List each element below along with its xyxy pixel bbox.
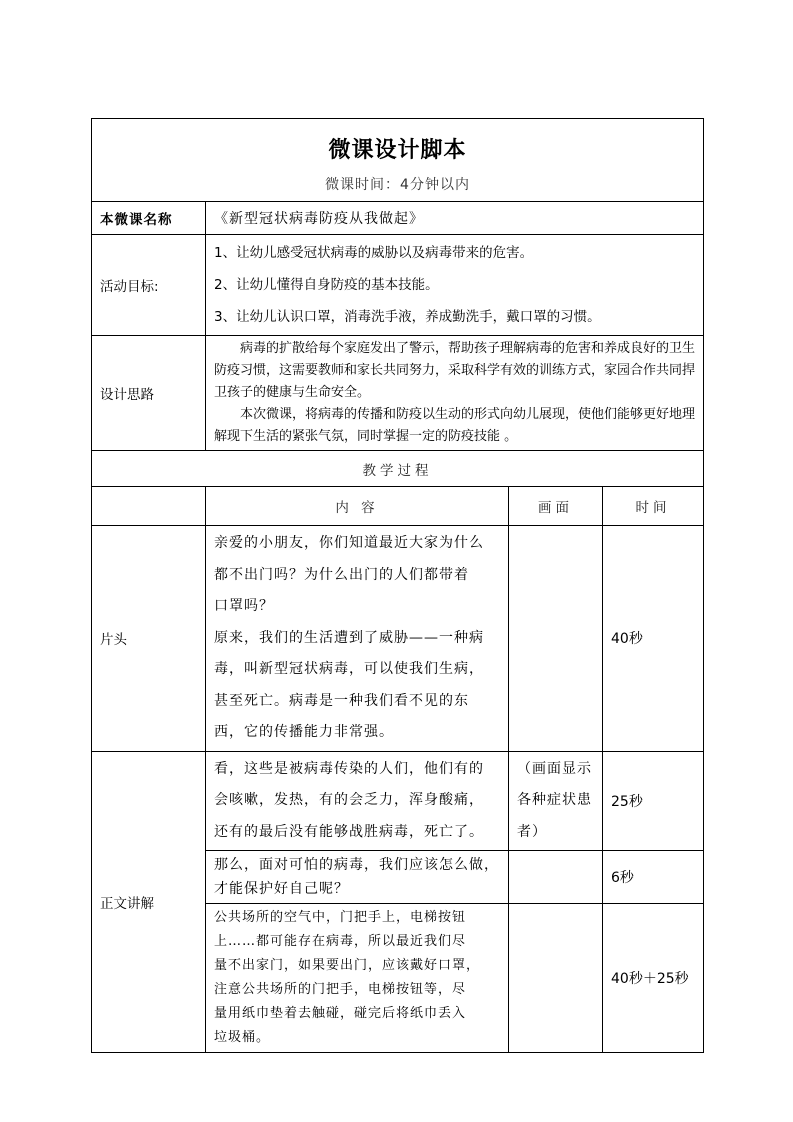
column-header-row bbox=[92, 487, 704, 526]
intro-line: 毒，叫新型冠状病毒，可以使我们生病， bbox=[214, 661, 484, 677]
design-text bbox=[206, 336, 704, 451]
content-column-header: 内 容 bbox=[206, 487, 509, 526]
goals-row bbox=[92, 235, 704, 336]
main-line: 看，这些是被病毒传染的人们，他们有的 bbox=[214, 760, 484, 777]
duration-subtitle: 微课时间：4分钟以内 bbox=[325, 176, 470, 193]
goals-label: 活动目标: bbox=[92, 235, 206, 336]
design-label: 设计思路 bbox=[92, 336, 206, 451]
design-row bbox=[92, 336, 704, 451]
course-name-row bbox=[92, 202, 704, 235]
main-picture-1 bbox=[509, 751, 603, 851]
process-heading: 教学过程 bbox=[92, 451, 704, 487]
picture-line: 者） bbox=[517, 823, 547, 840]
main-line: 量不出家门，如果要出门，应该戴好口罩， bbox=[214, 958, 481, 973]
script-document bbox=[91, 118, 703, 1053]
goal-item: 2、让幼儿懂得自身防疫的基本技能。 bbox=[214, 277, 439, 293]
course-name-value: 《新型冠状病毒防疫从我做起》 bbox=[206, 202, 704, 235]
intro-line: 原来，我们的生活遭到了威胁——一种病 bbox=[214, 629, 484, 646]
intro-line: 口罩吗？ bbox=[214, 598, 274, 614]
intro-picture bbox=[509, 526, 603, 752]
intro-line: 甚至死亡。病毒是一种我们看不见的东 bbox=[214, 692, 469, 709]
intro-time: 40秒 bbox=[603, 526, 704, 752]
process-heading-row bbox=[92, 451, 704, 487]
script-table bbox=[91, 118, 704, 1053]
title-cell bbox=[92, 119, 704, 202]
main-line: 垃圾桶。 bbox=[214, 1030, 271, 1045]
main-time-3: 40秒＋25秒 bbox=[603, 904, 704, 1053]
intro-content bbox=[206, 526, 509, 752]
main-row-1 bbox=[92, 751, 704, 851]
main-time-1: 25秒 bbox=[603, 751, 704, 851]
course-name-label: 本微课名称 bbox=[92, 202, 206, 235]
main-content-1 bbox=[206, 751, 509, 851]
intro-row bbox=[92, 526, 704, 752]
intro-line: 西，它的传播能力非常强。 bbox=[214, 724, 394, 740]
main-label: 正文讲解 bbox=[92, 751, 206, 1053]
picture-line: 各种症状患 bbox=[517, 792, 592, 808]
main-content-2 bbox=[206, 851, 509, 904]
picture-line: （画面显示 bbox=[517, 760, 592, 777]
goal-item: 1、让幼儿感受冠状病毒的威胁以及病毒带来的危害。 bbox=[214, 245, 534, 261]
intro-line: 都不出门吗？为什么出门的人们都带着 bbox=[214, 566, 469, 583]
intro-line: 亲爱的小朋友，你们知道最近大家为什么 bbox=[214, 535, 484, 551]
main-line: 公共场所的空气中，门把手上，电梯按钮 bbox=[214, 910, 467, 925]
design-paragraph: 病毒的扩散给每个家庭发出了警示，帮助孩子理解病毒的危害和养成良好的卫生防疫习惯，这需要教师和家长共同努力，采取科学有效的训练方式，家园合作共同捍卫孩子的健康与生命安全。 bbox=[214, 341, 696, 400]
main-picture-3 bbox=[509, 904, 603, 1053]
time-column-header: 时间 bbox=[603, 487, 704, 526]
intro-label: 片头 bbox=[92, 526, 206, 752]
main-line: 那么，面对可怕的病毒，我们应该怎么做， bbox=[214, 857, 499, 873]
page-title: 微课设计脚本 bbox=[328, 137, 467, 163]
main-line: 量用纸巾垫着去触碰，碰完后将纸巾丢入 bbox=[214, 1006, 467, 1021]
main-picture-2 bbox=[509, 851, 603, 904]
main-line: 会咳嗽，发热，有的会乏力，浑身酸痛， bbox=[214, 792, 484, 808]
main-time-2: 6秒 bbox=[603, 851, 704, 904]
goals-list bbox=[206, 235, 704, 336]
main-line: 才能保护好自己呢？ bbox=[214, 881, 349, 897]
design-paragraph: 本次微课，将病毒的传播和防疫以生动的形式向幼儿展现，使他们能够更好地理解现下生活的紧张气氛，同时掌握一定的防疫技能 。 bbox=[214, 407, 696, 444]
empty-header-cell bbox=[92, 487, 206, 526]
title-row bbox=[92, 119, 704, 202]
goal-item: 3、让幼儿认识口罩，消毒洗手液，养成勤洗手，戴口罩的习惯。 bbox=[214, 309, 601, 325]
main-line: 还有的最后没有能够战胜病毒，死亡了。 bbox=[214, 823, 484, 840]
main-line: 注意公共场所的门把手，电梯按钮等，尽 bbox=[214, 982, 467, 997]
main-line: 上……都可能存在病毒，所以最近我们尽 bbox=[214, 934, 467, 949]
main-content-3 bbox=[206, 904, 509, 1053]
picture-column-header: 画面 bbox=[509, 487, 603, 526]
